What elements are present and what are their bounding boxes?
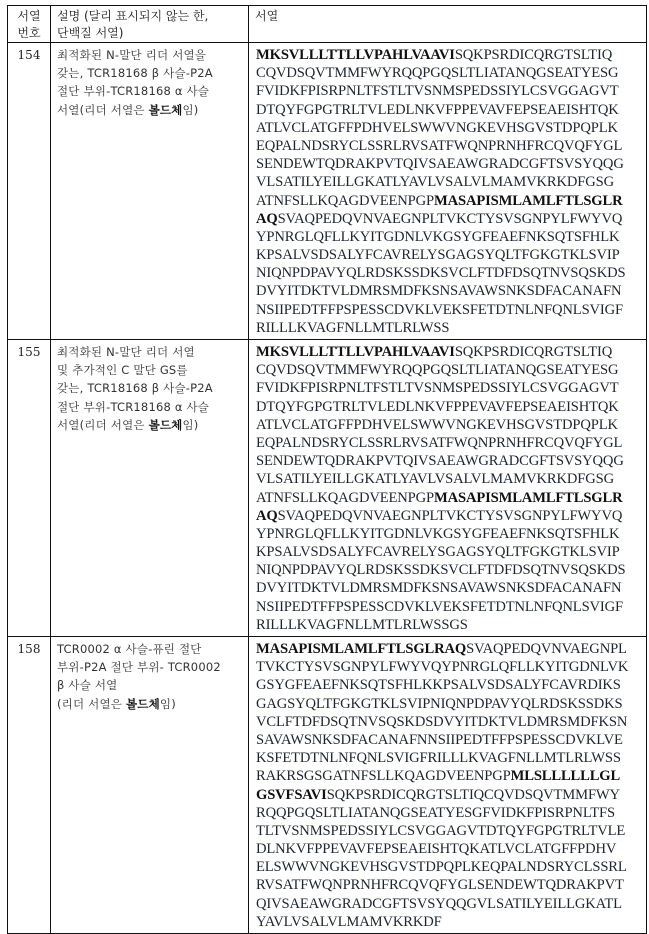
leader-note-bold: 볼드체: [125, 696, 160, 711]
sequence-number-value: 158: [17, 642, 41, 656]
sequence-line: [256, 173, 644, 191]
sequence-line: [256, 119, 644, 137]
sequence-segment: NIQNPDPAVYQLRDSKSSDKSVCLFTDFDSQTNVSQSKDS: [256, 562, 626, 579]
sequence-line: [256, 82, 644, 100]
sequence-segment: ATNFSLLKQAGDVEENPGP: [256, 489, 434, 506]
sequence-line: [256, 101, 644, 119]
header-description-line1: 설명 (달리 표시되지 않는 한,: [57, 9, 209, 23]
description-line: 부위-P2A 절단 부위- TCR0002: [57, 660, 221, 675]
sequence-segment: RILLLKVAGFNLLMTLRLWSSGS: [256, 616, 468, 633]
sequence-segment: KPSALVSDSALYFCAVRELYSGAGSYQLTFGKGTKLSVIP: [256, 247, 620, 264]
leader-sequence-segment: MKSVLLLTTLLVPAHLVAAVI: [256, 344, 455, 360]
table-row: [8, 637, 647, 934]
leader-note-bold: 볼드체: [148, 102, 183, 117]
sequence-segment: EQPALNDSRYCLSSRLRVSATFWQNPRNHFRCQVQFYGL: [256, 434, 623, 451]
protein-sequence: [249, 340, 647, 637]
leader-note-suffix: 임): [159, 696, 176, 711]
sequence-number: [8, 43, 51, 340]
leader-sequence-segment: MASAPISMLAMLFTLSGLRAQ: [256, 641, 467, 657]
sequence-line: [256, 525, 644, 543]
table-row: [8, 43, 647, 340]
sequence-segment: KPSALVSDSALYFCAVRELYSGAGSYQLTFGKGTKLSVIP: [256, 544, 620, 561]
sequence-segment: YPNRGLQFLLKYITGDNLVKGSYGFEAEFNKSQTSFHLK: [256, 525, 620, 542]
description-line: 및 추가적인 C 말단 GS를: [57, 363, 188, 378]
sequence-line: [256, 840, 644, 858]
header-description-line2: 단백질 서열): [57, 26, 124, 40]
leader-note-suffix: 임): [182, 417, 199, 432]
sequence-segment: VLSATILYEILLGKATLYAVLVSALVLMAMVKRKDFGSG: [256, 174, 614, 191]
sequence-segment: EQPALNDSRYCLSSRLRVSATFWQNPRNHFRCQVQFYGL: [256, 137, 623, 154]
sequence-line: [256, 616, 644, 634]
sequence-segment: SQKPSRDICQRGTSLTIQ: [454, 344, 613, 360]
sequence-line: [256, 561, 644, 579]
sequence-segment: DTQYFGPGTRLTVLEDLNKVFPPEVAVFEPSEAEISHTQK: [256, 101, 619, 118]
sequence-segment: SQKPSRDICQRGTSLTIQ: [454, 47, 613, 63]
sequence-segment: NSIIPEDTFFPSPESSCDVKLVEKSFETDTNLNFQNLSVIGF: [256, 598, 623, 615]
sequence-line: [256, 713, 644, 731]
sequence-line: [256, 579, 644, 597]
sequence-segment: SVAQPEDQVNVAEGNPLTVKCTYSVSGNPYLFWYVQ: [277, 507, 623, 524]
header-number-line2: 번호: [17, 26, 41, 40]
sequence-segment: ELSWWVNGKEVHSGVSTDPQPLKEQPALNDSRYCLSSRL: [256, 859, 627, 876]
sequence-line: [256, 695, 644, 713]
sequence-segment: TVKCTYSVSGNPYLFWYVQYPNRGLQFLLKYITGDNLVK: [256, 659, 629, 676]
sequence-line: [256, 913, 644, 931]
header-number-line1: 서열: [17, 9, 41, 23]
sequence-segment: RAKRSGSGATNFSLLKQAGDVEENPGP: [256, 768, 511, 785]
sequence-segment: GAGSYQLTFGKGTKLSVIPNIQNPDPAVYQLRDSKSSDKS: [256, 695, 623, 712]
sequence-line: [256, 786, 644, 804]
sequence-segment: YPNRGLQFLLKYITGDNLVKGSYGFEAEFNKSQTSFHLK: [256, 228, 620, 245]
sequence-segment: DLNKVFPPEVAVFEPSEAEISHTQKATLVCLATGFFPDHV: [256, 841, 617, 858]
sequence-segment: NIQNPDPAVYQLRDSKSSDKSVCLFTDFDSQTNVSQSKDS: [256, 265, 626, 282]
leader-sequence-segment: AQ: [256, 210, 278, 227]
sequence-line: [256, 489, 644, 507]
sequence-line: [256, 343, 644, 361]
description-line: TCR0002 α 사슬-퓨린 절단: [57, 642, 202, 656]
description-line: 절단 부위-TCR18168 α 사슬: [57, 399, 210, 414]
sequence-line: [256, 46, 644, 64]
table-row: [8, 340, 647, 637]
leader-sequence-segment: MLSLLLLLLGL: [510, 768, 621, 785]
sequence-line: [256, 822, 644, 840]
sequence-line: [256, 137, 644, 155]
description-line: 갖는, TCR18168 β 사슬-P2A: [57, 381, 213, 396]
sequence-line: [256, 379, 644, 397]
sequence-line: [256, 470, 644, 488]
leader-note-bold: 볼드체: [148, 417, 183, 432]
header-description: [51, 6, 249, 43]
sequence-segment: SQKPSRDICQRGTSLTIQCQVDSQVTMMFWY: [326, 786, 620, 803]
header-sequence-number: [8, 6, 51, 43]
sequence-segment: RILLLKVAGFNLLMTLRLWSS: [256, 319, 450, 336]
sequence-line: [256, 398, 644, 416]
description-line: 최적화된 N-말단 리더 서열: [57, 345, 195, 359]
description-line: 절단 부위-TCR18168 α 사슬: [57, 84, 210, 99]
sequence-line: [256, 640, 644, 658]
leader-sequence-segment: AQ: [256, 507, 278, 524]
sequence-segment: FVIDKFPISRPNLTFSTLTVSNMSPEDSSIYLCSVGGAGVT: [256, 83, 619, 100]
sequence-segment: NSIIPEDTFFPSPESSCDVKLVEKSFETDTNLNFQNLSVIGF: [256, 301, 623, 318]
sequence-line: [256, 731, 644, 749]
sequence-line: [256, 543, 644, 561]
sequence-segment: DTQYFGPGTRLTVLEDLNKVFPPEVAVFEPSEAEISHTQK: [256, 398, 619, 415]
sequence-segment: FVIDKFPISRPNLTFSTLTVSNMSPEDSSIYLCSVGGAGVT: [256, 380, 619, 397]
sequence-number-value: 154: [17, 48, 41, 62]
sequence-line: [256, 64, 644, 82]
sequence-segment: DVYITDKTVLDMRSMDFKSNSAVAWSNKSDFACANAFN: [256, 580, 622, 597]
sequence-segment: VCLFTDFDSQTNVSQSKDSDVYITDKTVLDMRSMDFKSN: [256, 713, 628, 730]
sequence-line: [256, 507, 644, 525]
sequence-segment: SAVAWSNKSDFACANAFNNSIIPEDTFFPSPESSCDVKLVE: [256, 731, 623, 748]
sequence-line: [256, 155, 644, 173]
leader-sequence-segment: MASAPISMLAMLFTLSGLR: [433, 192, 623, 209]
leader-sequence-segment: MASAPISMLAMLFTLSGLR: [433, 489, 623, 506]
sequence-line: [256, 598, 644, 616]
sequence-segment: SENDEWTQDRAKPVTQIVSAEAWGRADCGFTSVSYQQG: [256, 156, 624, 173]
sequence-line: [256, 282, 644, 300]
sequence-segment: RVSATFWQNPRNHFRCQVQFYGLSENDEWTQDRAKPVT: [256, 877, 624, 894]
sequence-description: [51, 340, 249, 637]
sequence-number: [8, 340, 51, 637]
sequence-line: [256, 858, 644, 876]
sequence-segment: DVYITDKTVLDMRSMDFKSNSAVAWSNKSDFACANAFN: [256, 283, 622, 300]
sequence-segment: QIVSAEAWGRADCGFTSVSYQQGVLSATILYEILLGKATL: [256, 895, 622, 912]
sequence-line: [256, 228, 644, 246]
sequence-segment: TLTVSNMSPEDSSIYLCSVGGAGVTDTQYFGPGTRLTVLE: [256, 822, 626, 839]
sequence-segment: ATLVCLATGFFPDHVELSWWVNGKEVHSGVSTDPQPLK: [256, 416, 618, 433]
sequence-description: [51, 43, 249, 340]
sequence-line: [256, 658, 644, 676]
sequence-line: [256, 452, 644, 470]
sequence-line: [256, 749, 644, 767]
sequence-line: [256, 416, 644, 434]
leader-note-suffix: 임): [182, 102, 199, 117]
sequence-line: [256, 767, 644, 785]
sequence-description: [51, 637, 249, 934]
sequence-number: [8, 637, 51, 934]
sequence-line: [256, 876, 644, 894]
sequence-line: [256, 319, 644, 337]
header-sequence: 서열: [249, 6, 647, 43]
description-line-leader-note: [57, 416, 244, 434]
sequence-line: [256, 434, 644, 452]
sequence-segment: YAVLVSALVLMAMVKRKDF: [256, 913, 442, 930]
sequence-line: [256, 246, 644, 264]
sequence-line: [256, 264, 644, 282]
description-line-leader-note: [57, 101, 244, 119]
sequence-line: [256, 301, 644, 319]
sequence-table: [7, 5, 647, 934]
sequence-line: [256, 895, 644, 913]
sequence-line: [256, 361, 644, 379]
sequence-segment: KSFETDTNLNFQNLSVIGFRILLLKVAGFNLLMTLRLWSS: [256, 750, 621, 767]
leader-note-prefix: (리더 서열은: [57, 696, 126, 711]
sequence-segment: SVAQPEDQVNVAEGNPLTVKCTYSVSGNPYLFWYVQ: [277, 210, 623, 227]
protein-sequence: [249, 637, 647, 934]
protein-sequence: [249, 43, 647, 340]
sequence-line: [256, 676, 644, 694]
sequence-segment: CQVDSQVTMMFWYRQQPGQSLTLIATANQGSEATYESG: [256, 362, 619, 379]
description-line: 갖는, TCR18168 β 사슬-P2A: [57, 66, 213, 81]
description-line-leader-note: [57, 695, 244, 713]
sequence-line: [256, 804, 644, 822]
sequence-number-value: 155: [17, 345, 41, 359]
sequence-segment: CQVDSQVTMMFWYRQQPGQSLTLIATANQGSEATYESG: [256, 65, 619, 82]
sequence-segment: SENDEWTQDRAKPVTQIVSAEAWGRADCGFTSVSYQQG: [256, 453, 624, 470]
description-line: 최적화된 N-말단 리더 서열을: [57, 48, 207, 62]
sequence-segment: VLSATILYEILLGKATLYAVLVSALVLMAMVKRKDFGSG: [256, 471, 614, 488]
sequence-segment: ATLVCLATGFFPDHVELSWWVNGKEVHSGVSTDPQPLK: [256, 119, 618, 136]
sequence-line: [256, 210, 644, 228]
description-line: β 사슬 서열: [57, 678, 118, 693]
leader-sequence-segment: MKSVLLLTTLLVPAHLVAAVI: [256, 47, 455, 63]
sequence-segment: ATNFSLLKQAGDVEENPGP: [256, 192, 434, 209]
sequence-segment: GSYGFEAEFNKSQTSFHLKKPSALVSDSALYFCAVRDIKS: [256, 677, 621, 694]
sequence-segment: RQQPGQSLTLIATANQGSEATYESGFVIDKFPISRPNLTFS: [256, 804, 615, 821]
leader-note-prefix: 서열(리더 서열은: [57, 417, 149, 432]
sequence-line: [256, 192, 644, 210]
leader-sequence-segment: GSVFSAVI: [256, 786, 327, 803]
sequence-segment: SVAQPEDQVNVAEGNPL: [466, 641, 627, 657]
leader-note-prefix: 서열(리더 서열은: [57, 102, 149, 117]
table-header-row: [8, 6, 647, 43]
